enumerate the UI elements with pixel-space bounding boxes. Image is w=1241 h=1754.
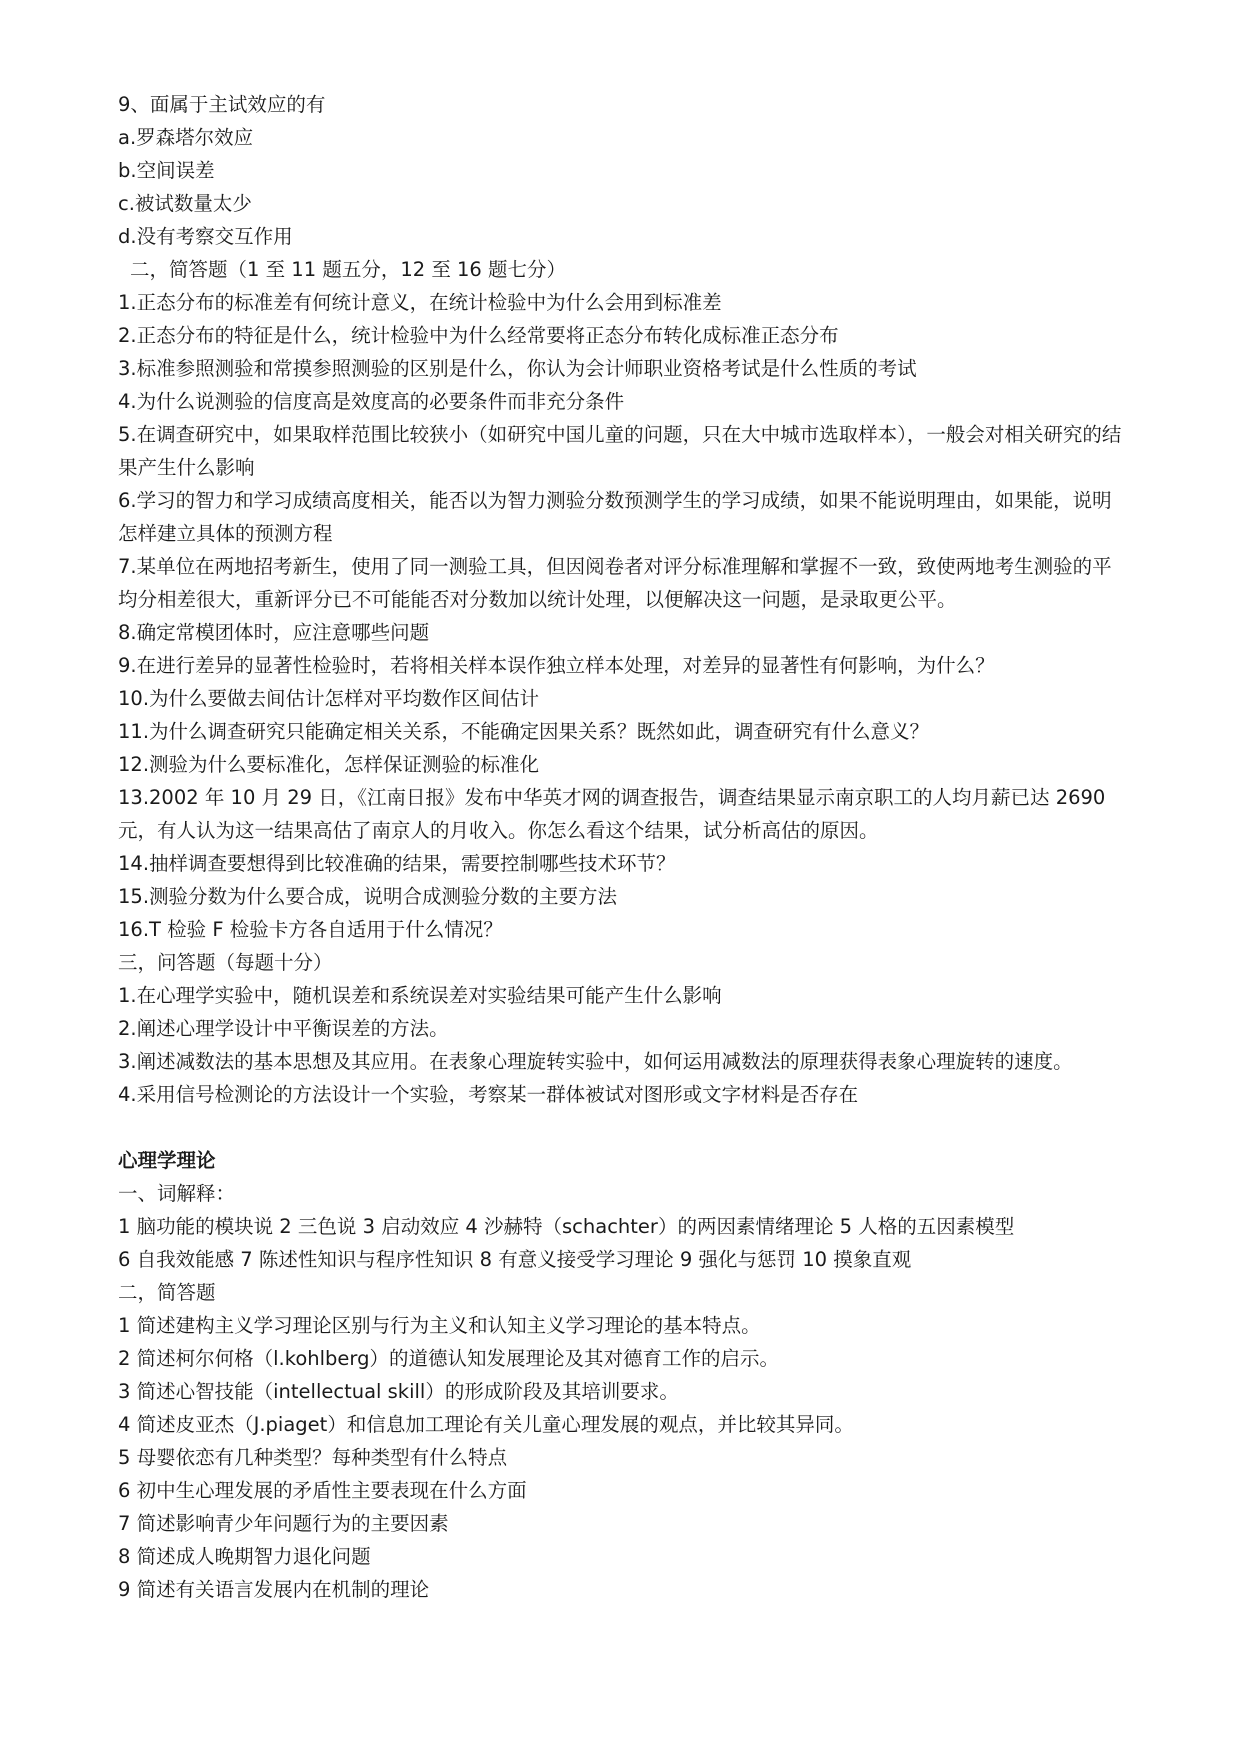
theory-question-2: 2 简述柯尔何格（l.kohlberg）的道德认知发展理论及其对德育工作的启示。: [118, 1347, 779, 1370]
theory-question-8: 8 简述成人晚期智力退化问题: [118, 1545, 371, 1568]
essay-1: 1.在心理学实验中，随机误差和系统误差对实验结果可能产生什么影响: [118, 984, 722, 1007]
short-answer-16: 16.T 检验 F 检验卡方各自适用于什么情况？: [118, 918, 503, 941]
short-answer-3: 3.标准参照测验和常摸参照测验的区别是什么，你认为会计师职业资格考试是什么性质的考试: [118, 357, 917, 380]
theory-question-1: 1 简述建构主义学习理论区别与行为主义和认知主义学习理论的基本特点。: [118, 1314, 761, 1337]
short-answer-10: 10.为什么要做去间估计怎样对平均数作区间估计: [118, 687, 540, 710]
theory-question-9: 9 简述有关语言发展内在机制的理论: [118, 1578, 430, 1601]
short-answer-8: 8.确定常模团体时，应注意哪些问题: [118, 621, 430, 644]
part-2-title: 心理学理论: [118, 1149, 216, 1172]
terms-line-2: 6 自我效能感 7 陈述性知识与程序性知识 8 有意义接受学习理论 9 强化与惩罚 10 摸象直观: [118, 1248, 912, 1271]
theory-question-6: 6 初中生心理发展的矛盾性主要表现在什么方面: [118, 1479, 527, 1502]
option-a: a.罗森塔尔效应: [118, 126, 254, 149]
section-2-title: 二，简答题（1 至 11 题五分，12 至 16 题七分）: [130, 258, 567, 281]
option-c: c.被试数量太少: [118, 192, 252, 215]
theory-question-3: 3 简述心智技能（intellectual skill）的形成阶段及其培训要求。: [118, 1380, 679, 1403]
short-answer-11: 11.为什么调查研究只能确定相关关系，不能确定因果关系？既然如此，调查研究有什么意义？: [118, 720, 930, 743]
short-answer-1: 1.正态分布的标准差有何统计意义，在统计检验中为什么会用到标准差: [118, 291, 722, 314]
short-answer-15: 15.测验分数为什么要合成，说明合成测验分数的主要方法: [118, 885, 618, 908]
essay-2: 2.阐述心理学设计中平衡误差的方法。: [118, 1017, 449, 1040]
theory-question-7: 7 简述影响青少年问题行为的主要因素: [118, 1512, 449, 1535]
short-answer-2: 2.正态分布的特征是什么，统计检验中为什么经常要将正态分布转化成标准正态分布: [118, 324, 839, 347]
terms-line-1: 1 脑功能的模块说 2 三色说 3 启动效应 4 沙赫特（schachter）的两因素情绪理论 5 人格的五因素模型: [118, 1215, 1015, 1238]
option-d: d.没有考察交互作用: [118, 225, 293, 248]
short-answer-4: 4.为什么说测验的信度高是效度高的必要条件而非充分条件: [118, 390, 625, 413]
option-b: b.空间误差: [118, 159, 215, 182]
short-answer-7: 7.某单位在两地招考新生，使用了同一测验工具，但因阅卷者对评分标准理解和掌握不一致，致使两地考生测验的平均分相差很大，重新评分已不可能能否对分数加以统计处理，以便解决这一问题，是录取更公平。: [118, 555, 1112, 611]
question-9: 9、面属于主试效应的有: [118, 93, 326, 116]
short-answer-6: 6.学习的智力和学习成绩高度相关，能否以为智力测验分数预测学生的学习成绩，如果不能说明理由，如果能，说明怎样建立具体的预测方程: [118, 489, 1112, 545]
short-answer-9: 9.在进行差异的显著性检验时，若将相关样本误作独立样本处理，对差异的显著性有何影响，为什么？: [118, 654, 995, 677]
short-answer-14: 14.抽样调查要想得到比较准确的结果，需要控制哪些技术环节？: [118, 852, 676, 875]
theory-question-5: 5 母婴依恋有几种类型？每种类型有什么特点: [118, 1446, 508, 1469]
essay-4: 4.采用信号检测论的方法设计一个实验，考察某一群体被试对图形或文字材料是否存在: [118, 1083, 859, 1106]
document-page: [118, 88, 1128, 1606]
short-answer-13: 13.2002 年 10 月 29 日，《江南日报》发布中华英才网的调查报告，调查结果显示南京职工的人均月薪已达 2690 元，有人认为这一结果高估了南京人的月收入。你怎么看这个结果，试分析高估的原因。: [118, 786, 1106, 842]
theory-question-4: 4 简述皮亚杰（J.piaget）和信息加工理论有关儿童心理发展的观点，并比较其异同。: [118, 1413, 854, 1436]
section-spacer: [118, 1111, 1128, 1144]
terms-section-title: 一、词解释：: [118, 1182, 236, 1205]
short-answer-12: 12.测验为什么要标准化，怎样保证测验的标准化: [118, 753, 540, 776]
short-answer-section-title: 二，简答题: [118, 1281, 216, 1304]
short-answer-5: 5.在调查研究中，如果取样范围比较狭小（如研究中国儿童的问题，只在大中城市选取样本），一般会对相关研究的结果产生什么影响: [118, 423, 1122, 479]
section-3-title: 三，问答题（每题十分）: [118, 951, 333, 974]
essay-3: 3.阐述减数法的基本思想及其应用。在表象心理旋转实验中，如何运用减数法的原理获得表象心理旋转的速度。: [118, 1050, 1073, 1073]
